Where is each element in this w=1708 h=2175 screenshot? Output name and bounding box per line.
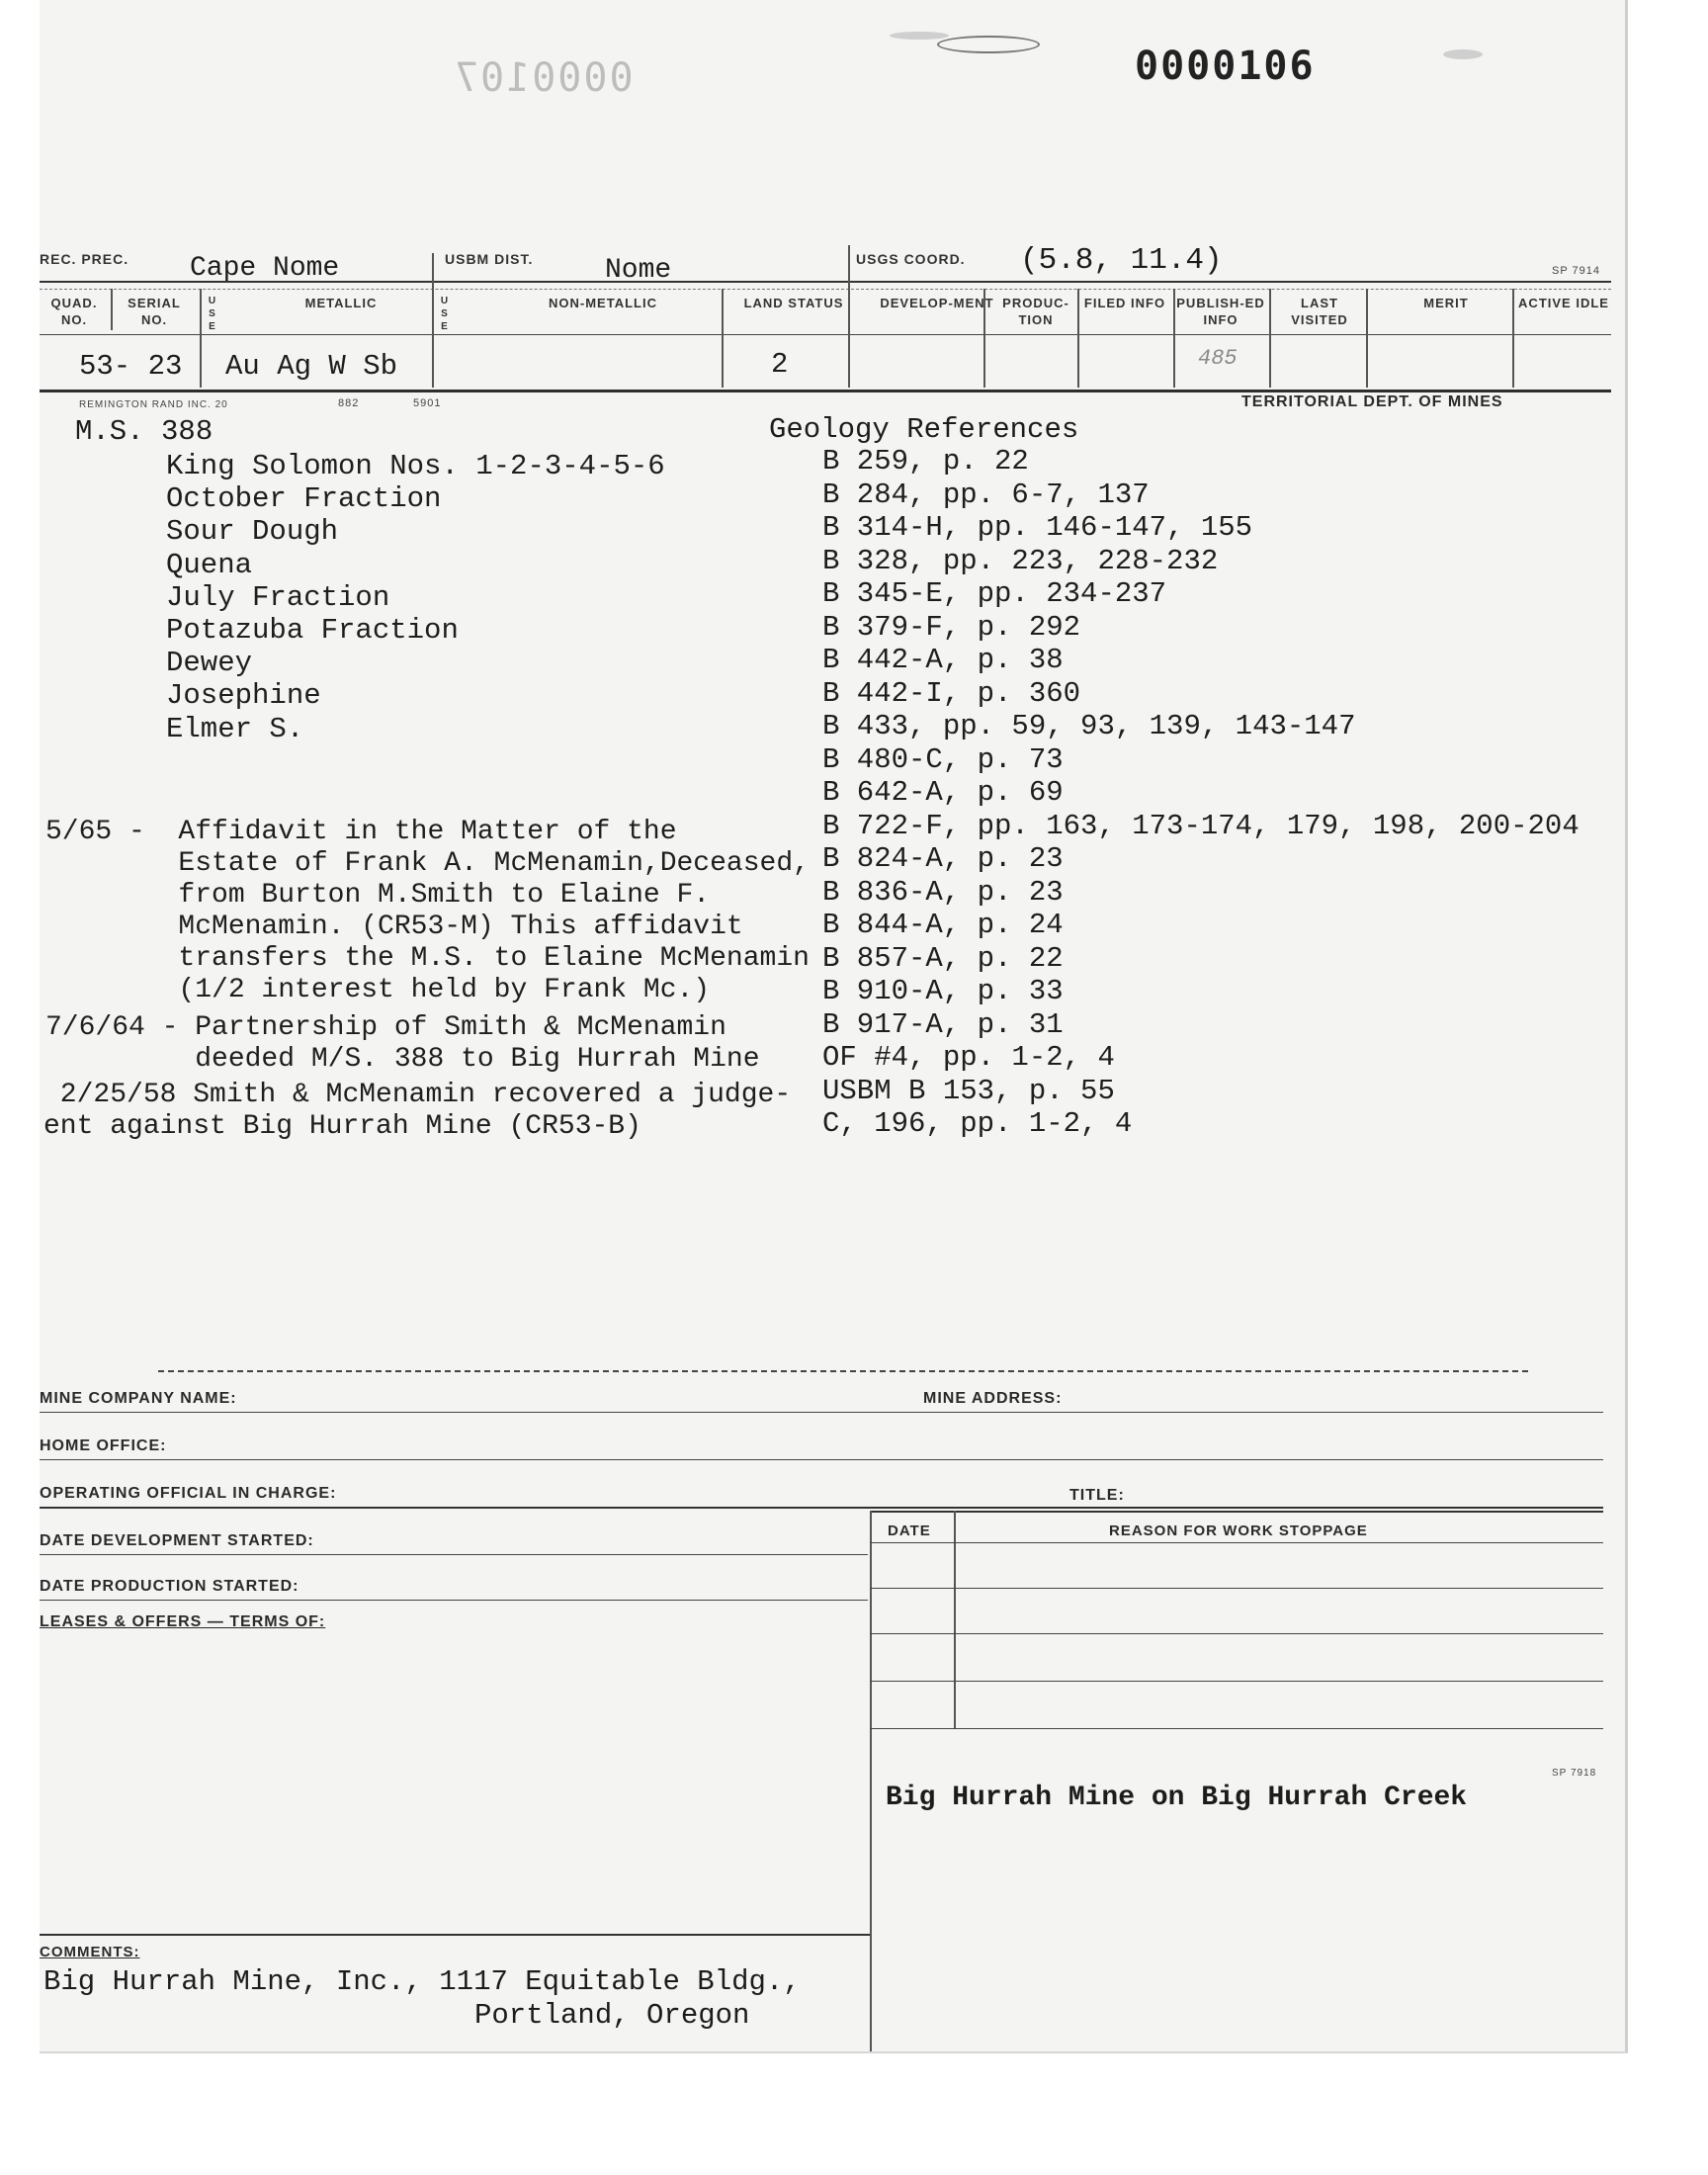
section-separator [158, 1370, 1528, 1372]
geology-ref: B 259, p. 22 [822, 445, 1029, 478]
land-status-value: 2 [771, 348, 789, 381]
col-divider [1269, 289, 1271, 388]
usgs-coord-label: USGS COORD. [856, 251, 966, 267]
table-row-rule [870, 1681, 1603, 1682]
comments-line-2: Portland, Oregon [474, 1999, 750, 2032]
col-last-visited: LAST VISITED [1291, 296, 1348, 327]
geology-title: Geology References [769, 413, 1079, 446]
table-left-border [870, 1511, 872, 2051]
col-serial-no: SERIAL NO. [128, 296, 181, 327]
reason-column-header: REASON FOR WORK STOPPAGE [1109, 1522, 1368, 1539]
header-rule [40, 281, 1611, 283]
rec-prec-value: Cape Nome [190, 253, 340, 284]
geology-ref: B 284, pp. 6-7, 137 [822, 478, 1150, 511]
metallic-value: Au Ag W Sb [225, 350, 398, 383]
col-filed-info: FILED INFO [1083, 296, 1166, 310]
form-code-top: SP 7914 [1552, 265, 1601, 277]
geology-ref: B 722-F, pp. 163, 173-174, 179, 198, 200-204 [822, 809, 1580, 842]
ms-number: M.S. 388 [75, 415, 214, 448]
mine-address-label: MINE ADDRESS: [923, 1390, 1063, 1407]
geology-ref: B 328, pp. 223, 228-232 [822, 544, 1219, 577]
table-row-rule [870, 1542, 1603, 1543]
col-divider [432, 253, 434, 388]
claim-item: Dewey [166, 647, 253, 680]
geology-ref: B 442-I, p. 360 [822, 676, 1081, 710]
geology-ref: B 917-A, p. 31 [822, 1007, 1064, 1041]
col-production: PRODUC-TION [1002, 296, 1069, 327]
claim-item: King Solomon Nos. 1-2-3-4-5-6 [166, 450, 665, 482]
geology-ref: B 642-A, p. 69 [822, 776, 1064, 809]
printer-mark-code: 882 [338, 397, 360, 409]
smudge-mark [890, 32, 949, 40]
usbm-dist-value: Nome [605, 255, 672, 286]
claim-item: Elmer S. [166, 712, 304, 745]
comments-label: COMMENTS: [40, 1944, 140, 1960]
col-use-2: U S E [440, 296, 450, 332]
claim-item: October Fraction [166, 482, 442, 516]
col-divider [1077, 289, 1079, 388]
geology-ref: B 345-E, pp. 234-237 [822, 577, 1167, 610]
geology-ref: B 836-A, p. 23 [822, 875, 1064, 909]
col-metallic: METALLIC [304, 296, 378, 310]
claim-item: July Fraction [166, 580, 390, 614]
col-divider [983, 289, 985, 388]
table-row-rule [870, 1588, 1603, 1589]
claim-item: Potazuba Fraction [166, 614, 459, 648]
date-column-header: DATE [888, 1522, 931, 1539]
published-info-value: 485 [1198, 346, 1238, 371]
rec-prec-label: REC. PREC. [40, 251, 129, 267]
comments-rule [40, 1934, 870, 1936]
geology-ref: B 314-H, pp. 146-147, 155 [822, 511, 1253, 544]
geology-ref: OF #4, pp. 1-2, 4 [822, 1041, 1115, 1074]
smudge-mark [1443, 49, 1483, 59]
leases-offers-label: LEASES & OFFERS — TERMS OF: [40, 1613, 326, 1630]
table-top-rule [870, 1511, 1603, 1513]
quad-serial-value: 53- 23 [79, 350, 183, 383]
geology-ref: B 442-A, p. 38 [822, 644, 1064, 676]
geology-ref: USBM B 153, p. 55 [822, 1074, 1115, 1107]
document-sheet [40, 0, 1628, 2053]
mine-company-name-label: MINE COMPANY NAME: [40, 1390, 237, 1407]
geology-ref: B 824-A, p. 23 [822, 842, 1064, 875]
field-rule [40, 1412, 1603, 1413]
note-partnership: 7/6/64 - Partnership of Smith & McMenamin deeded M/S. 388 to Big Hurrah Mine [45, 1012, 760, 1075]
geology-ref: B 480-C, p. 73 [822, 742, 1064, 776]
table-col-divider [954, 1511, 956, 1728]
col-published-info: PUBLISH-ED INFO [1176, 296, 1265, 327]
claim-item: Josephine [166, 679, 321, 713]
header-rule-dashed [40, 289, 1611, 290]
field-rule [40, 1600, 868, 1601]
printer-mark: REMINGTON RAND INC. 20 [79, 399, 228, 410]
geology-ref: B 857-A, p. 22 [822, 941, 1064, 975]
claim-item: Sour Dough [166, 515, 339, 549]
field-rule [40, 1554, 868, 1555]
usgs-coord-value: (5.8, 11.4) [1020, 243, 1223, 278]
date-production-started-label: DATE PRODUCTION STARTED: [40, 1578, 299, 1595]
title-label: TITLE: [1069, 1487, 1125, 1504]
smudge-oval [937, 36, 1040, 53]
row-rule [40, 334, 1611, 335]
header-bottom-rule [40, 390, 1611, 392]
claim-item: Quena [166, 548, 253, 581]
col-merit: MERIT [1423, 296, 1469, 310]
geology-ref-list [822, 445, 1580, 1141]
col-divider [1366, 289, 1368, 388]
document-number: 0000106 [1135, 44, 1316, 89]
col-non-metallic: NON-METALLIC [549, 296, 657, 310]
bleed-through-number: 0000107 [453, 55, 634, 101]
table-row-rule [870, 1633, 1603, 1634]
field-rule [40, 1507, 1603, 1509]
date-development-started-label: DATE DEVELOPMENT STARTED: [40, 1532, 314, 1549]
form-code-bottom: SP 7918 [1552, 1768, 1597, 1779]
col-divider [1173, 289, 1175, 388]
col-quad-no: QUAD. NO. [50, 296, 98, 327]
col-divider [1512, 289, 1514, 388]
col-active-idle: ACTIVE IDLE [1518, 296, 1609, 310]
note-judgement: 2/25/58 Smith & McMenamin recovered a judge- ent against Big Hurrah Mine (CR53-B) [43, 1080, 792, 1142]
col-use-1: U S E [208, 296, 217, 332]
col-divider [722, 289, 724, 388]
geology-ref: C, 196, pp. 1-2, 4 [822, 1107, 1133, 1140]
col-development: DEVELOP-MENT [880, 296, 994, 310]
note-affidavit: 5/65 - Affidavit in the Matter of the Estate of Frank A. McMenamin,Deceased, from Burton M.Smith to Elaine F. McMenamin. (CR53-M) This affidavit transfers the M.S. to Elaine McMenamin (1/2 interest held by Frank Mc.) [45, 817, 810, 1005]
field-rule [40, 1459, 1603, 1460]
col-divider [111, 289, 113, 330]
territorial-dept-label: TERRITORIAL DEPT. OF MINES [1241, 393, 1503, 410]
usbm-dist-label: USBM DIST. [445, 251, 534, 267]
mine-location-note: Big Hurrah Mine on Big Hurrah Creek [886, 1783, 1468, 1813]
geology-ref: B 379-F, p. 292 [822, 610, 1081, 644]
geology-ref: B 910-A, p. 33 [822, 975, 1064, 1007]
geology-ref: B 844-A, p. 24 [822, 909, 1064, 941]
claims-list [166, 450, 665, 745]
col-divider [200, 289, 202, 388]
printer-mark-code: 5901 [413, 397, 442, 409]
home-office-label: HOME OFFICE: [40, 1437, 167, 1454]
geology-ref: B 433, pp. 59, 93, 139, 143-147 [822, 710, 1356, 742]
operating-official-label: OPERATING OFFICIAL IN CHARGE: [40, 1485, 337, 1502]
col-divider [848, 245, 850, 388]
col-land-status: LAND STATUS [743, 296, 844, 310]
comments-line-1: Big Hurrah Mine, Inc., 1117 Equitable Bldg., [43, 1965, 801, 1998]
table-row-rule [870, 1728, 1603, 1729]
